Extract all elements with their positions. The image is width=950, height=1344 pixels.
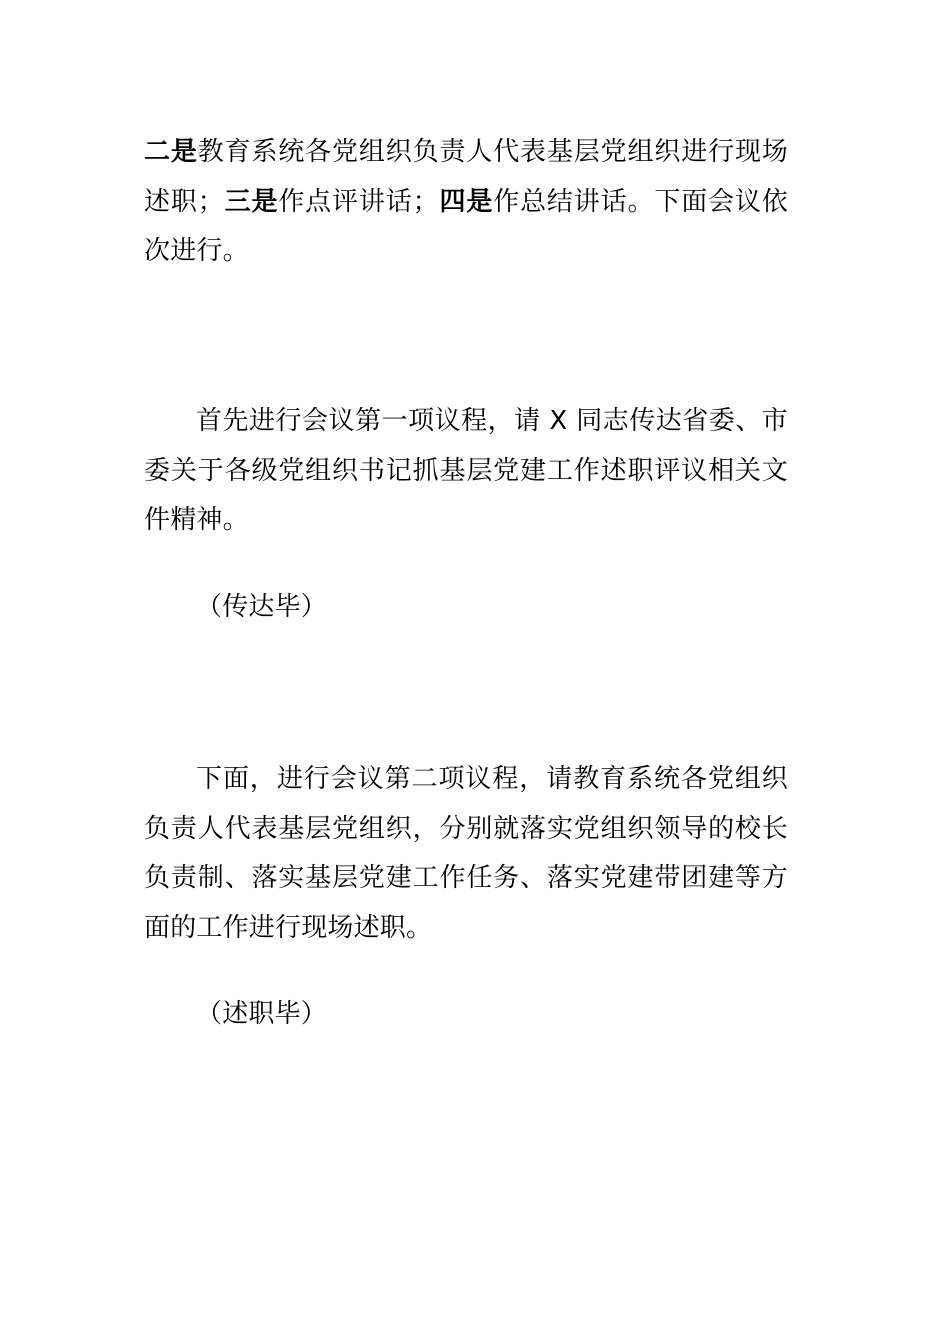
agenda-one-paragraph: 首先进行会议第一项议程，请 X 同志传达省委、市委关于各级党组织书记抓基层党建工作述职评议相关文件精神。 [144, 406, 788, 535]
item-three-label: 三是 [223, 186, 279, 217]
item-four-label: 四是 [438, 186, 494, 217]
agenda-two-paragraph: 下面，进行会议第二项议程，请教育系统各党组织负责人代表基层党组织，分别就落实党组织领导的校长负责制、落实基层党建工作任务、落实党建带团建等方面的工作进行现场述职。 [144, 764, 788, 943]
item-four-text: 作总结讲话。下面会议依次进行。 [144, 186, 788, 266]
report-finished-note: （述职毕） [196, 999, 328, 1029]
relay-finished-note: （传达毕） [196, 592, 328, 622]
agenda-summary-paragraph [144, 128, 788, 277]
item-three-text: 作点评讲话； [278, 186, 439, 217]
item-two-label: 二是 [144, 137, 198, 167]
item-two-text: 教育系统各党组织负责人代表基层党组织进行现场述职； [144, 137, 789, 217]
